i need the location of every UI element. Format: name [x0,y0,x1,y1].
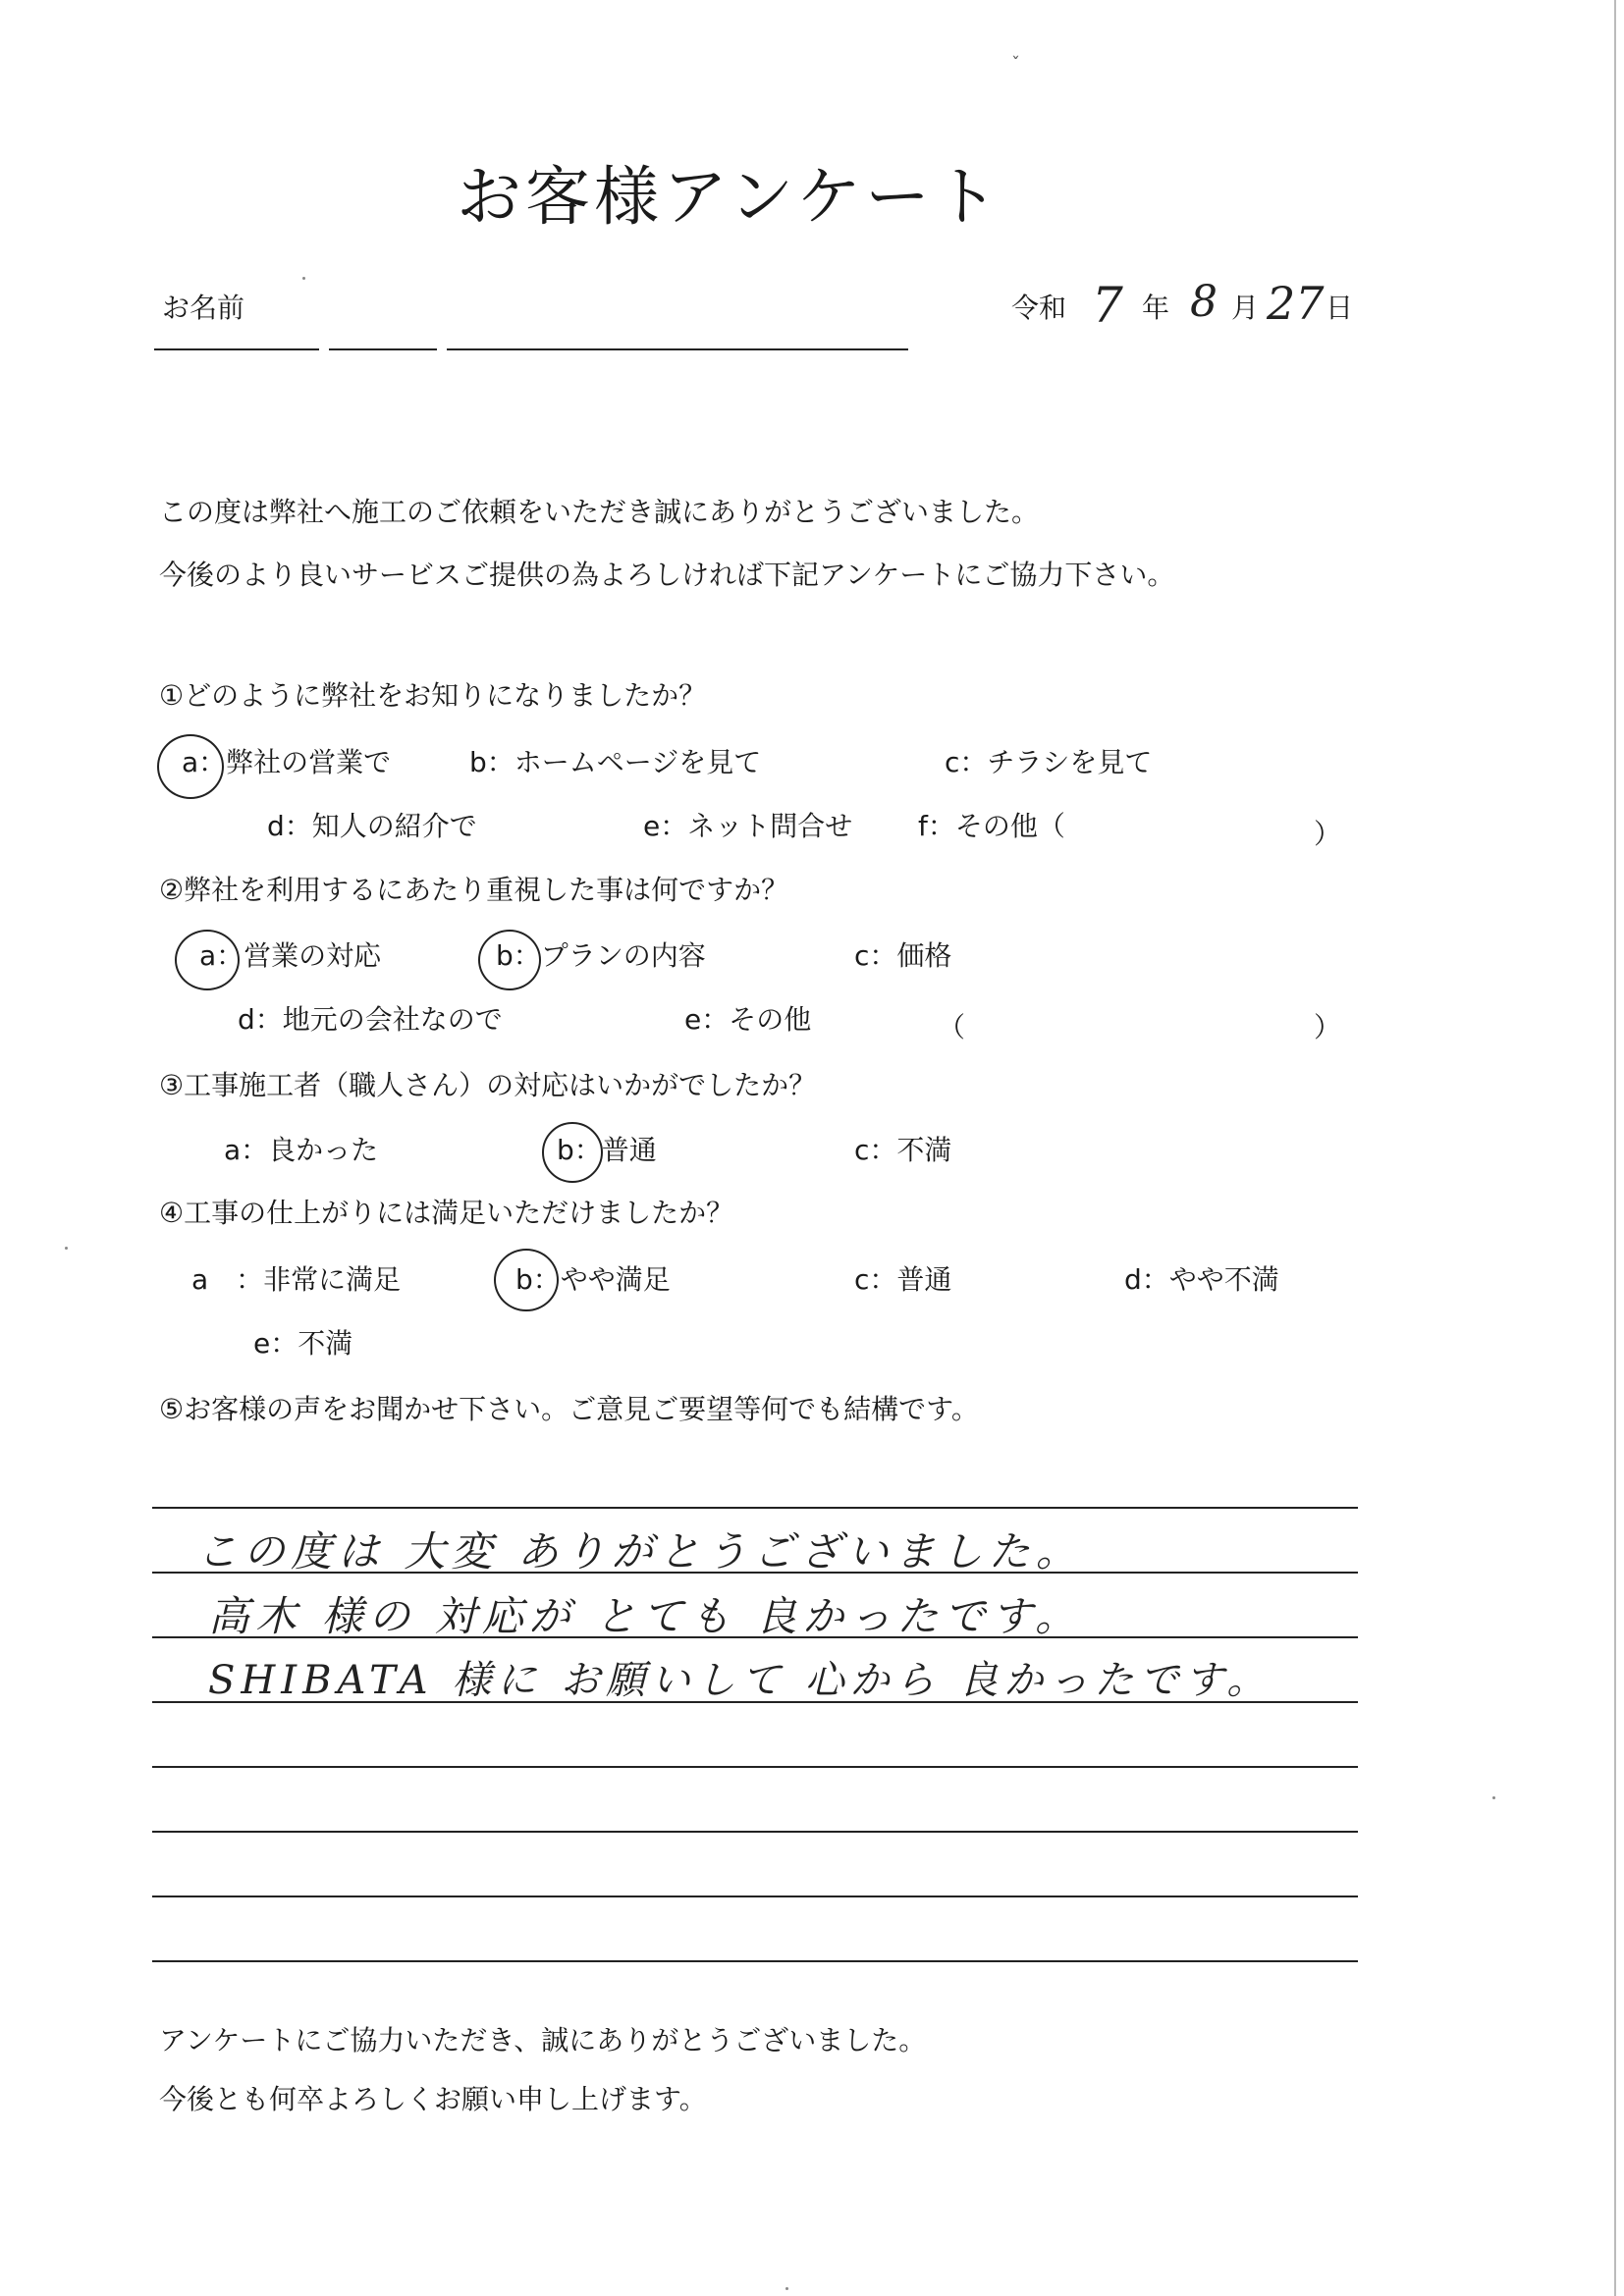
handwritten-line: SHIBATA 様に お願いして 心から 良かったです。 [208,1658,1272,1703]
q2-option-c: c：価格 [854,939,952,972]
question-4: ④工事の仕上がりには満足いただけましたか？ [159,1197,734,1229]
scan-dot [65,1247,68,1250]
name-underline [447,348,908,350]
q3-option-a: a：良かった [224,1134,379,1166]
name-underline [329,348,437,350]
q1-option-a: a：弊社の営業で [182,746,392,778]
date-year-unit: 年 [1142,292,1170,324]
q1-option-e: e：ネット問合せ [643,810,853,842]
intro-line: この度は弊社へ施工のご依頼をいただき誠にありがとうございました。 [159,496,1040,528]
date-month: 8 [1190,277,1218,327]
closing-line: 今後とも何卒よろしくお願い申し上げます。 [159,2083,707,2115]
scan-dot [785,2287,788,2290]
answer-line [152,1831,1358,1833]
q2-option-a: a：営業の対応 [199,939,382,972]
date-day: 27 [1267,277,1325,330]
page-title: お客様アンケート [457,159,1003,235]
question-5: ⑤お客様の声をお聞かせ下さい。ご意見ご要望等何でも結構です。 [159,1393,979,1425]
q3-option-b: b：普通 [557,1134,657,1166]
scan-edge [1614,0,1616,2296]
question-1: ①どのように弊社をお知りになりましたか？ [159,679,707,712]
date-year: 7 [1092,277,1123,334]
q4-option-a: a ：非常に満足 [191,1263,402,1296]
date-era: 令和 [1011,292,1067,324]
answer-line [152,1896,1358,1897]
q3-option-c: c：不満 [854,1134,952,1166]
closing-line: アンケートにご協力いただき、誠にありがとうございました。 [159,2024,927,2056]
q2-option-d: d：地元の会社なので [238,1003,503,1036]
name-label: お名前 [162,292,245,324]
q4-option-b: b：やや満足 [515,1263,671,1296]
date-day-unit: 日 [1326,292,1354,324]
q1-option-d: d：知人の紹介で [267,810,477,842]
name-underline [154,348,319,350]
answer-line [152,1766,1358,1768]
scan-dot [1492,1796,1495,1799]
question-2: ②弊社を利用するにあたり重視した事は何ですか？ [159,874,789,906]
q2-bracket-open: （ [938,1011,966,1043]
question-3: ③工事施工者（職人さん）の対応はいかがでしたか？ [159,1069,817,1101]
scan-dot [302,277,305,280]
q4-option-e: e：不満 [253,1327,353,1360]
q1-option-b: b：ホームページを見て [469,746,762,778]
answer-line [152,1960,1358,1962]
handwritten-line: この度は 大変 ありがとうございました。 [196,1527,1083,1575]
q4-option-c: c：普通 [854,1263,952,1296]
q1-bracket-close: ） [1314,818,1342,850]
q4-option-d: d：やや不満 [1124,1263,1279,1296]
answer-line [152,1507,1358,1509]
q1-option-c: c：チラシを見て [945,746,1153,778]
scan-speck: ˇ [1011,54,1020,75]
q2-bracket-close: ） [1314,1011,1342,1043]
intro-line: 今後のより良いサービスご提供の為よろしければ下記アンケートにご協力下さい。 [159,559,1175,591]
date-month-unit: 月 [1231,292,1260,324]
handwritten-line: 高木 様の 対応が とても 良かったです。 [208,1592,1083,1640]
q2-option-e: e：その他 [684,1003,812,1036]
q1-option-f: f：その他（ [918,810,1065,842]
q2-option-b: b：プランの内容 [496,939,706,972]
